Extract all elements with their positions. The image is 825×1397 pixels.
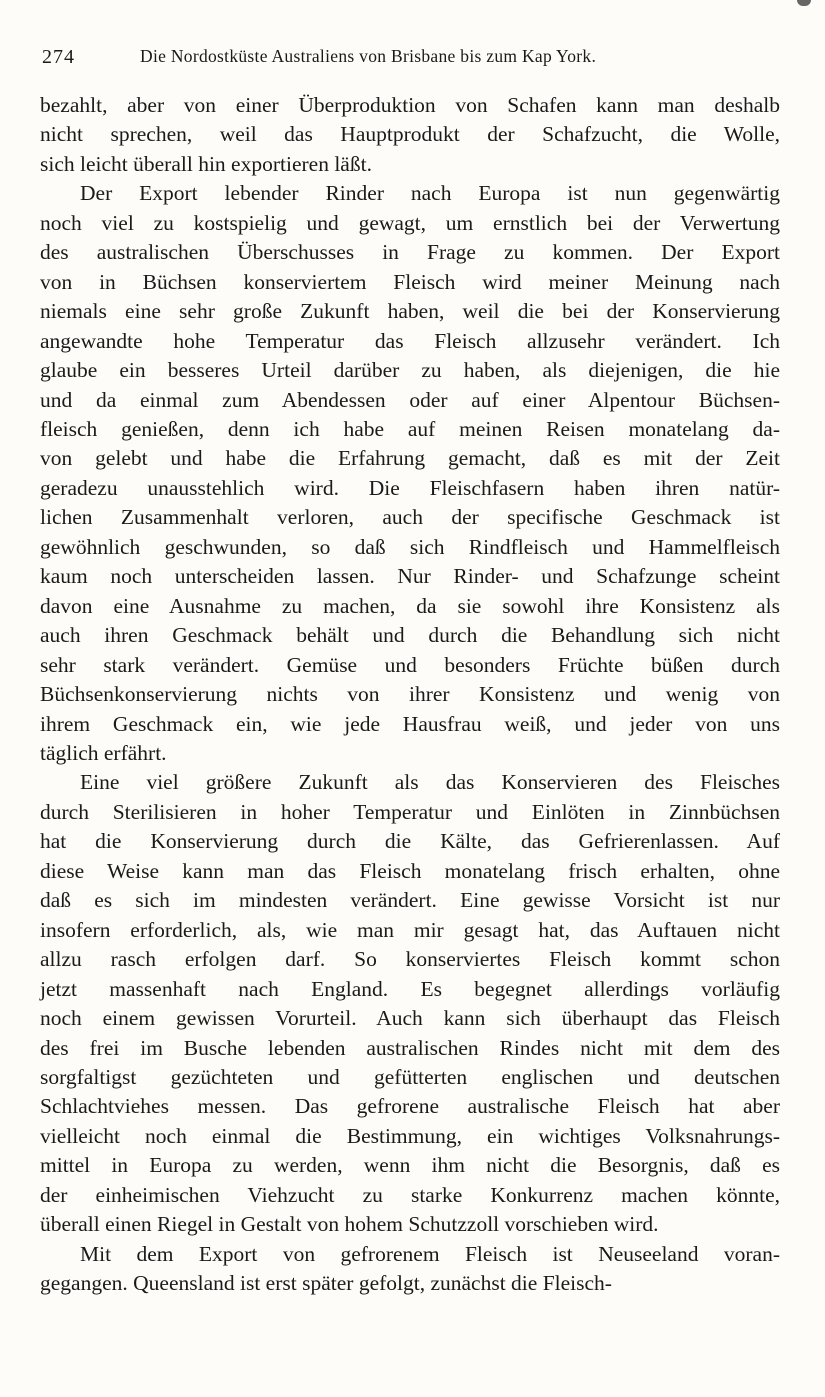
text-line: sorgfaltigst gezüchteten und gefütterten englischen und deutschen bbox=[40, 1064, 780, 1089]
text-line: vielleicht noch einmal die Bestimmung, ein wichtiges Volksnahrungs- bbox=[40, 1123, 780, 1148]
text-line: Schlachtviehes messen. Das gefrorene australische Fleisch hat aber bbox=[40, 1094, 780, 1119]
text-line: lichen Zusammenhalt verloren, auch der specifische Geschmack ist bbox=[40, 505, 780, 530]
running-header bbox=[40, 44, 780, 72]
text-line: und da einmal zum Abendessen oder auf einer Alpentour Büchsen- bbox=[40, 387, 780, 412]
text-line: nicht sprechen, weil das Hauptprodukt der Schafzucht, die Wolle, bbox=[40, 122, 780, 147]
text-line: jetzt massenhaft nach England. Es begegnet allerdings vorläufig bbox=[40, 976, 780, 1001]
text-line: insofern erforderlich, als, wie man mir gesagt hat, das Auftauen nicht bbox=[40, 917, 780, 942]
text-line: des australischen Überschusses in Frage zu kommen. Der Export bbox=[40, 240, 780, 265]
text-line: sehr stark verändert. Gemüse und besonders Früchte büßen durch bbox=[40, 652, 780, 677]
text-line: kaum noch unterscheiden lassen. Nur Rinder- und Schafzunge scheint bbox=[40, 564, 780, 589]
text-line: davon eine Ausnahme zu machen, da sie sowohl ihre Konsistenz als bbox=[40, 593, 780, 618]
text-line: glaube ein besseres Urteil darüber zu haben, als diejenigen, die hie bbox=[40, 358, 780, 383]
text-line: ihrem Geschmack ein, wie jede Hausfrau weiß, und jeder von uns bbox=[40, 711, 780, 736]
paragraph bbox=[40, 91, 780, 179]
text-line: fleisch genießen, denn ich habe auf meinen Reisen monatelang da- bbox=[40, 416, 780, 441]
text-line: hat die Konservierung durch die Kälte, das Gefrierenlassen. Auf bbox=[40, 829, 780, 854]
body-text bbox=[40, 91, 780, 1299]
text-line: Der Export lebender Rinder nach Europa ist nun gegenwärtig bbox=[80, 181, 780, 206]
text-line: diese Weise kann man das Fleisch monatelang frisch erhalten, ohne bbox=[40, 858, 780, 883]
text-line: von gelebt und habe die Erfahrung gemacht, daß es mit der Zeit bbox=[40, 446, 780, 471]
text-line: des frei im Busche lebenden australischen Rindes nicht mit dem des bbox=[40, 1035, 780, 1060]
text-line: noch viel zu kostspielig und gewagt, um ernstlich bei der Verwertung bbox=[40, 210, 780, 235]
text-line: auch ihren Geschmack behält und durch die Behandlung sich nicht bbox=[40, 623, 780, 648]
text-line: mittel in Europa zu werden, wenn ihm nicht die Besorgnis, daß es bbox=[40, 1153, 780, 1178]
text-line: niemals eine sehr große Zukunft haben, weil die bei der Konservierung bbox=[40, 299, 780, 324]
paragraph bbox=[40, 179, 780, 768]
text-line: täglich erfährt. bbox=[40, 740, 167, 765]
text-line: daß es sich im mindesten verändert. Eine gewisse Vorsicht ist nur bbox=[40, 888, 780, 913]
text-line: noch einem gewissen Vorurteil. Auch kann sich überhaupt das Fleisch bbox=[40, 1006, 780, 1031]
page-number: 274 bbox=[42, 46, 75, 68]
text-line: geradezu unausstehlich wird. Die Fleischfasern haben ihren natür- bbox=[40, 475, 780, 500]
text-line: bezahlt, aber von einer Überproduktion von Schafen kann man deshalb bbox=[40, 93, 780, 117]
paragraph bbox=[40, 768, 780, 1239]
text-line: Büchsenkonservierung nichts von ihrer Konsistenz und wenig von bbox=[40, 682, 780, 707]
text-line: gewöhnlich geschwunden, so daß sich Rindfleisch und Hammelfleisch bbox=[40, 534, 780, 559]
text-line: gegangen. Queensland ist erst später gefolgt, zunächst die Fleisch- bbox=[40, 1271, 612, 1296]
text-line: sich leicht überall hin exportieren läßt. bbox=[40, 151, 372, 176]
text-line: angewandte hohe Temperatur das Fleisch allzusehr verändert. Ich bbox=[40, 328, 780, 353]
text-line: Eine viel größere Zukunft als das Konservieren des Fleisches bbox=[80, 770, 780, 795]
paragraph bbox=[40, 1240, 780, 1299]
text-line: durch Sterilisieren in hoher Temperatur und Einlöten in Zinnbüchsen bbox=[40, 799, 780, 824]
text-line: Mit dem Export von gefrorenem Fleisch ist Neuseeland voran- bbox=[80, 1241, 780, 1266]
running-title: Die Nordostküste Australiens von Brisbane bis zum Kap York. bbox=[140, 46, 597, 66]
text-line: von in Büchsen konserviertem Fleisch wird meiner Meinung nach bbox=[40, 269, 780, 294]
text-line: der einheimischen Viehzucht zu starke Konkurrenz machen könnte, bbox=[40, 1182, 780, 1207]
scan-corner-mark bbox=[797, 0, 811, 6]
text-line: allzu rasch erfolgen darf. So konserviertes Fleisch kommt schon bbox=[40, 947, 780, 972]
text-line: überall einen Riegel in Gestalt von hohem Schutzzoll vorschieben wird. bbox=[40, 1212, 659, 1237]
